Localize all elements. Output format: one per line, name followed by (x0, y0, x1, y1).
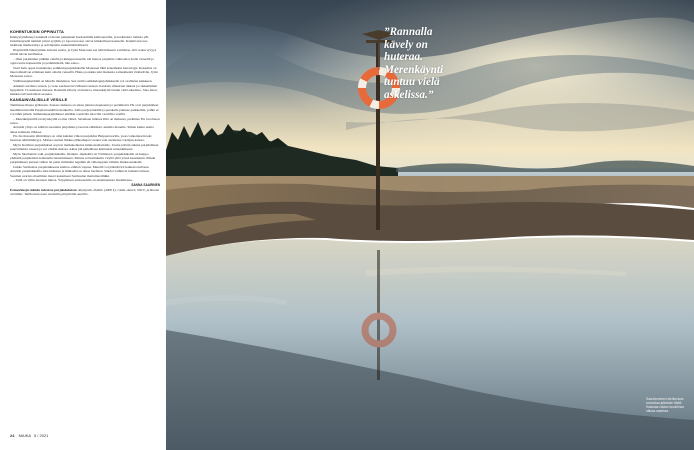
paragraph: Atlantin ylitys on säätiön suosituin purjehdus ja kerran elämässä -unelma monelle. Siihen kuluu useita aikaa kolmeen viikkoa. (10, 125, 154, 134)
paragraph: – Tallä on villin luonnon lumoa. Yöpymisen autiosaarilla on ainutlaatuista maailmassa. (13, 178, 133, 183)
paragraph: Illapäivällä lähestymme autioita saaria, ja Jyrki Mononen saa tehtäväkseen varmistaa, että veden syvyys riittää laivan kesiliaissa. (10, 48, 157, 57)
section-heading-2: KANSAINVÄLISILLE VESILLE (10, 97, 68, 103)
info-box (10, 188, 160, 196)
quote-line: kävely on (384, 38, 428, 51)
quote-line: tuntuu vielä (384, 76, 440, 88)
paragraph: Ankkuri solahtaa veteen, ja vene saadaan turvallisesti rantaan. Kesäaan rimastaan tikkaat ja rokketimmat hyppäärät 13-asteiseen mereen. Rannalla kävely on huteraa, merenkäynti tuntuu vielä askelissa. Joka alkoo makkaa tulvaasiallaan saarena. (10, 83, 158, 97)
magazine-name: MAIKA (18, 433, 31, 438)
info-lead: Esimerkkejä säätiön tulevista purjehduksista: (10, 187, 78, 192)
byline: SANNA SAARINEN (131, 183, 160, 187)
quote-line: askelissa.” (384, 88, 434, 101)
page-footer (10, 433, 48, 438)
photo-caption: Saaristomeren kiehtovissa rannoissa jalkaiden tilallä Kaskaaa vaiaan kuulutinsa näissa saarissa. (646, 397, 684, 413)
quote-line: ”Rannalla (384, 26, 433, 38)
paragraph: Myös Karibian purjehdukset sopivat matkakohteina kiinnostamattoille. Useite päivän aikana purjehditaan saarivälteista toiseen ja voi viltään maissa. Aikaa jää paikallisen kulttuurin tutustumiseen. (10, 143, 159, 152)
page-number: 24 (10, 433, 15, 438)
quote-line: huteraa. (384, 51, 423, 63)
paragraph: – Merenkäynnillä tai myrskyillä ei aina väistä. Satamaan tullessa Illin on mahassa, perämies Pia Jacobsson sanoo. (10, 116, 160, 125)
coastal-photo (166, 0, 694, 450)
paragraph: Saari halu oppia hoskutteleo seilkkulopurjehduksille Mononen lähti kokemekta harrastajja. Kokemus on muotomisalvan erilainen kuin omalla veneellä. Hieno porukka teki matkasta somaathentä virkistävän, Jyrki Mononen sanoo. (10, 66, 158, 79)
paragraph: – Olen purjehtinut pitkään omalla ja kimppaveneellä. On hienoa purjehtia vaihtoehoi isolla veneellä ja oppia uutta kapteenilta ja perämieheltä, hän sanoo. (10, 57, 154, 66)
section-heading-1: KOHENTUKSIN OPPINUTTA (10, 29, 64, 35)
paragraph: Valittuuurjeisemmä on hänelle mieleinen. Sen avulla seilkkulapurjehduksella voi osallistua kaikkeen. (13, 79, 153, 84)
article-body (10, 28, 160, 197)
paragraph: Kikkyytymänneyt nokkistä ei meren pahjaukeit huolstemilla kallionaarilla, ja korkitsaria lomista ylli. Jurkiinsuyssää tammat piivat syrjään, ja lopovuorossa olevat kirkkoihaan kaarnella. Kanniivuorossa iurkitaan merikarttoja ja selvinpisiin suunnittelmallisesti. (10, 35, 150, 48)
paragraph: Myös Skotlannin vaki -purjehduksilla, Islannin -matkoilla tai Välimeren -purjehduksilla on helppo yhdistää purjehdusta kohteisiin tutustumiseen. Maissa eri kulttuuriin viryttä yhtä yössä kasemanin. Pitkän purjehdukset jaetaan vilkon tai parin mittaisiin legeihin eli välietappien välisiin matkaosuuksiin. (10, 152, 156, 165)
paragraph: Jarkko Sarmaalaa purjehduksessa kiehtoo emtien vapaus. Merellä voi päästää irti kaikesta turhasta. Atlantin purjehduksilla aika hidastuu ja ihmiseltä on aikaa itselleen. Säkdot vaihtuvat laidasta laitaan. Suomen saaristo maailman meret kokemeen Sarmaalan mariumaotilikki. (10, 165, 150, 178)
pull-quote (384, 26, 494, 101)
paragraph: Tammassa illassa grillataan. Saaren rauhassa on aikaa jutustaa kapteenia ja perämiestä. He ovat purjehtineet maailman merillä Purjelaivasäätiön matkoilla. Joilla purjevenieillä ja purakalla päässee paikkoihin, joihin ei voi tähtä päästä. Seilkkulapurjehdukset tehdään vaativilla laiovilla vaativilla vesillä. (10, 103, 159, 116)
issue-number: 5 / 2021 (33, 433, 49, 438)
info-text: Reykjavík–Dublin (4000 €), Cádiz–Azorit, 900 €, ja Ruotsi rannikko: Tallinnasta osaa vanhoilla pohjoisilla saarille. (10, 187, 159, 196)
quote-line: Merenkäynti (384, 63, 444, 76)
text-column (0, 0, 166, 450)
paragraph: Pia Jacobssonin tähtiräänys on ollut kahden viikon purjehdus Huippuvuorilla, jossa valkoiskarin teki luonnon äärimmäisyys. Maissa saarten liikkua jääkarhujen vuoksi vain aseinensa varttijan kanssa. (10, 134, 152, 143)
